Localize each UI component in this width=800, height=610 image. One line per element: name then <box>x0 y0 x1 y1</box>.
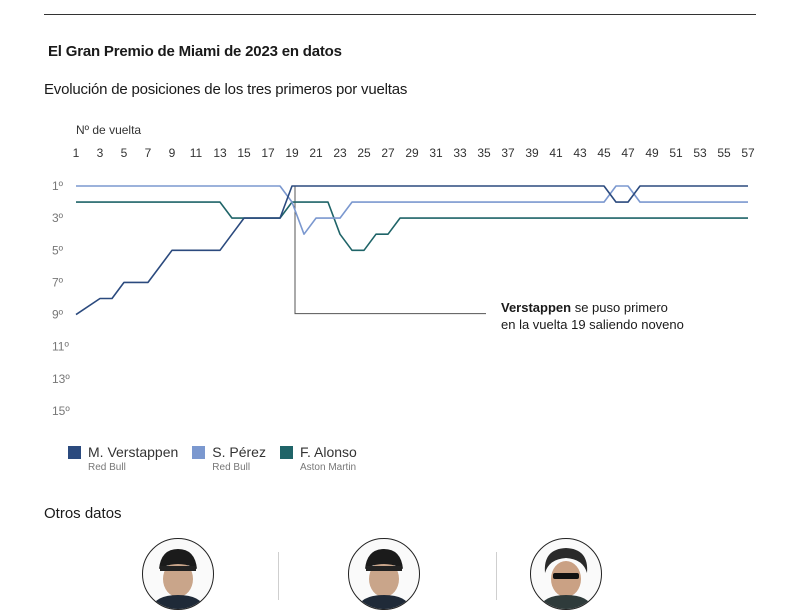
x-tick-label: 45 <box>597 146 611 160</box>
x-tick-label: 53 <box>693 146 707 160</box>
annotation-driver: Verstappen <box>501 300 572 315</box>
chart-legend <box>68 444 371 473</box>
x-tick-label: 31 <box>429 146 443 160</box>
legend-team: Red Bull <box>212 462 251 473</box>
x-tick-label: 3 <box>96 146 104 160</box>
x-tick-label: 51 <box>669 146 683 160</box>
x-tick-label: 13 <box>213 146 227 160</box>
divider <box>278 552 279 600</box>
x-tick-label: 57 <box>741 146 755 160</box>
legend-team: Red Bull <box>88 462 126 473</box>
driver-portrait-icon <box>531 539 601 609</box>
x-tick-label: 55 <box>717 146 731 160</box>
x-tick-label: 33 <box>453 146 467 160</box>
legend-item-alonso <box>280 444 357 473</box>
x-tick-label: 1 <box>72 146 80 160</box>
y-tick-label: 15º <box>52 404 70 418</box>
legend-item-verstappen <box>68 444 178 473</box>
chart-annotation <box>501 299 684 333</box>
x-tick-label: 5 <box>120 146 128 160</box>
annotation-line2: en la vuelta 19 saliendo noveno <box>501 317 684 332</box>
series-line-s-p-rez <box>76 186 748 234</box>
annotation-text: se puso primero <box>571 300 668 315</box>
chart-subtitle: Evolución de posiciones de los tres primeros por vueltas <box>44 81 408 98</box>
y-tick-label: 7º <box>52 275 64 290</box>
x-tick-label: 47 <box>621 146 635 160</box>
x-tick-label: 23 <box>333 146 347 160</box>
x-tick-label: 41 <box>549 146 563 160</box>
legend-name: S. Pérez <box>212 444 266 460</box>
y-tick-label: 9º <box>52 307 64 322</box>
legend-swatch-alonso <box>280 446 293 459</box>
y-tick-label: 3º <box>52 211 64 226</box>
series-line-m-verstappen <box>76 186 748 315</box>
legend-name: M. Verstappen <box>88 444 179 460</box>
legend-name: F. Alonso <box>299 444 357 460</box>
x-tick-label: 19 <box>285 146 299 160</box>
page-title: El Gran Premio de Miami de 2023 en datos <box>48 43 342 60</box>
driver-portrait-icon <box>349 539 419 609</box>
others-section-title: Otros datos <box>44 505 122 522</box>
driver-avatar-verstappen-2 <box>348 538 420 610</box>
series-line-f-alonso <box>76 202 748 250</box>
x-tick-label: 21 <box>309 146 323 160</box>
x-tick-label: 43 <box>573 146 587 160</box>
driver-portrait-icon <box>143 539 213 609</box>
x-tick-label: 15 <box>237 146 251 160</box>
x-axis-title: Nº de vuelta <box>76 123 142 137</box>
x-tick-label: 35 <box>477 146 491 160</box>
x-tick-label: 9 <box>168 146 176 160</box>
driver-avatar-alonso <box>530 538 602 610</box>
legend-swatch-verstappen <box>68 446 81 459</box>
x-tick-label: 11 <box>189 146 203 160</box>
y-tick-label: 11º <box>52 339 69 354</box>
x-tick-label: 29 <box>405 146 419 160</box>
x-tick-label: 7 <box>144 146 152 160</box>
x-tick-label: 27 <box>381 146 395 160</box>
x-tick-label: 49 <box>645 146 659 160</box>
y-tick-label: 5º <box>52 243 64 258</box>
y-tick-label: 13º <box>52 371 70 386</box>
x-tick-label: 25 <box>357 146 371 160</box>
x-tick-label: 39 <box>525 146 539 160</box>
legend-item-perez <box>192 444 266 473</box>
legend-swatch-perez <box>192 446 205 459</box>
x-tick-label: 37 <box>501 146 515 160</box>
x-tick-label: 17 <box>261 146 275 160</box>
legend-team: Aston Martin <box>299 462 357 473</box>
divider <box>496 552 497 600</box>
y-tick-label: 1º <box>52 179 64 193</box>
driver-avatar-verstappen <box>142 538 214 610</box>
annotation-leader-line <box>295 186 486 314</box>
